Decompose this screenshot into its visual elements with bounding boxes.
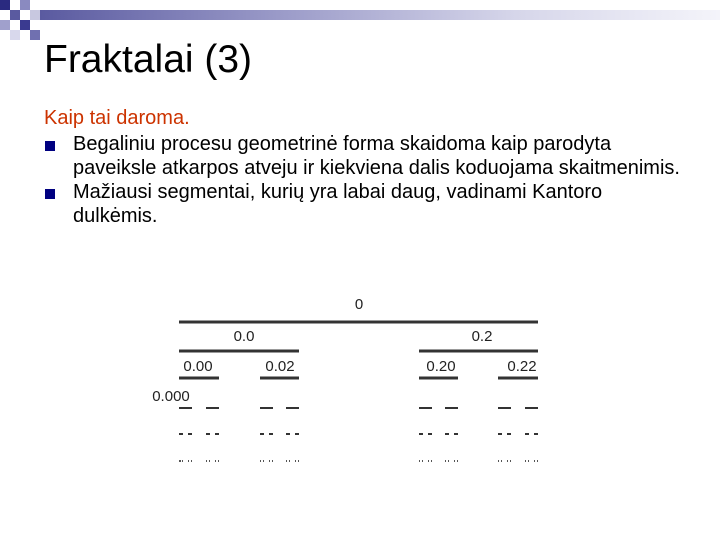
slide-body [44, 106, 684, 228]
bullet-item [44, 180, 684, 228]
square-bullet-icon [45, 141, 55, 151]
level2-label: 0.20 [426, 358, 456, 375]
bullet-text: Mažiausi segmentai, kurių yra labai daug, vadinami Kantoro dulkėmis. [73, 181, 603, 227]
level3-label: 0.000 [152, 388, 190, 405]
level1-label: 0.2 [471, 328, 493, 345]
level2-label: 0.02 [265, 358, 295, 375]
bullet-text: Begaliniu procesu geometrinė forma skaidoma kaip parodyta paveiksle atkarpos atveju ir kiekviena dalis koduojama skaitmenimis. [73, 133, 680, 179]
bullet-item [44, 132, 684, 180]
square-bullet-icon [45, 189, 55, 199]
corner-decoration [0, 0, 40, 40]
level2-label: 0.22 [507, 358, 537, 375]
level1-label: 0.0 [233, 328, 255, 345]
level2-label: 0.00 [183, 358, 213, 375]
level0-label: 0 [354, 296, 364, 313]
header-band [40, 10, 720, 20]
bullet-list [44, 132, 684, 228]
cantor-set-diagram [140, 290, 560, 480]
lead-text: Kaip tai daroma. [44, 107, 190, 129]
cantor-set-figure [140, 290, 560, 480]
slide-title: Fraktalai (3) [44, 38, 253, 81]
